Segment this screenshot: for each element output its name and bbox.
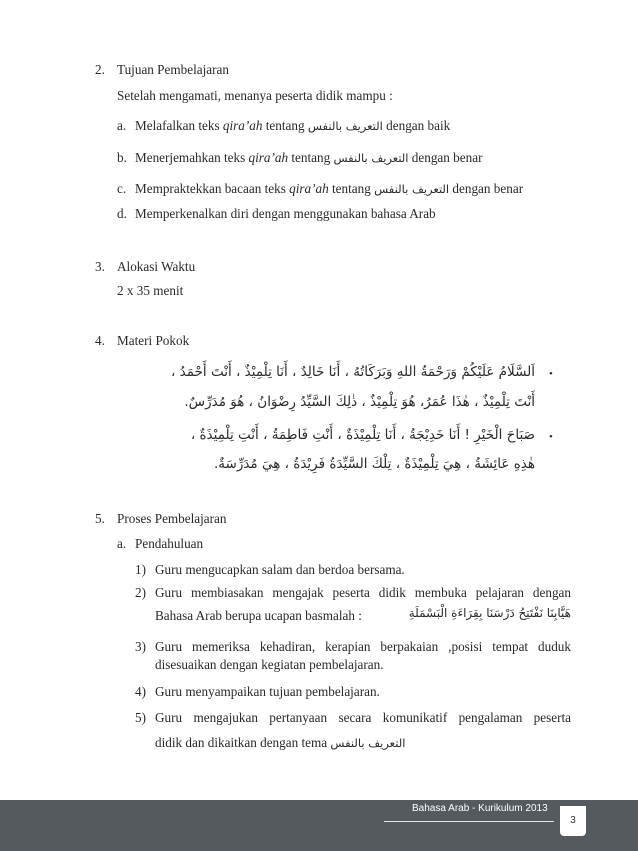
page-number: 3 [560, 806, 586, 836]
time-allocation-value: 2 x 35 menit [117, 283, 184, 298]
objective-item: Mempraktekkan bacaan teks qira’ah tentang التعريف بالنفس dengan benar [135, 181, 524, 196]
objective-letter: d. [117, 206, 127, 221]
objective-letter: c. [117, 181, 127, 196]
step-text: Guru memeriksa kehadiran, kerapian berpakaian ,posisi tempat duduk [155, 639, 571, 654]
subsection-letter: a. [117, 536, 127, 551]
arabic-material-line: هٰذِهِ عَائِشَةُ ، هِيَ تِلْمِيْذَةٌ ، تِلْكَ السَّيِّدَةُ فَرِيْدَةُ ، هِيَ مُدَرِّسَةٌ. [213, 456, 535, 472]
section-2-intro: Setelah mengamati, menanya peserta didik mampu : [117, 88, 393, 103]
section-3-number: 3. [95, 259, 105, 274]
step-text: Guru menyampaikan tujuan pembelajaran. [155, 684, 380, 699]
step-text: didik dan dikaitkan dengan tema التعريف بالنفس [155, 735, 406, 750]
footer-divider [384, 821, 554, 822]
arabic-material-line: اَلسَّلَامُ عَلَيْكُمْ وَرَحْمَةُ اللهِ وَبَرَكَاتُهُ ، أَنَا خَالِدٌ ، أَنَا تِلْمِيْذٌ ، أَنْتَ أَحْمَدُ ، [171, 364, 535, 380]
objective-item: Memperkenalkan diri dengan menggunakan bahasa Arab [135, 206, 436, 221]
step-number: 5) [135, 710, 146, 725]
step-text: disesuaikan dengan kegiatan pembelajaran. [155, 657, 384, 672]
step-text: Guru mengajukan pertanyaan secara komunikatif pengalaman peserta [155, 710, 571, 725]
bullet: • [549, 431, 553, 443]
step-text: Guru mengucapkan salam dan berdoa bersama. [155, 562, 405, 577]
arabic-material-line: صَبَاحَ الْخَيْرِ ! أَنَا خَدِيْجَةُ ، أَنَا تِلْمِيْذَةٌ ، أَنْتِ فَاطِمَةُ ، أَنْتِ تِلْمِيْذَةٌ ، [190, 427, 535, 443]
section-4-number: 4. [95, 333, 105, 348]
section-2-number: 2. [95, 62, 105, 77]
objective-letter: b. [117, 150, 127, 165]
footer-title: Bahasa Arab - Kurikulum 2013 [412, 803, 548, 814]
section-3-title: Alokasi Waktu [117, 259, 196, 274]
section-4-title: Materi Pokok [117, 333, 190, 348]
step-number: 3) [135, 639, 146, 654]
step-number: 2) [135, 585, 146, 600]
step-number: 1) [135, 562, 146, 577]
step-text: Guru membiasakan mengajak peserta didik membuka pelajaran dengan [155, 585, 571, 600]
arabic-material-line: أَنْتَ تِلْمِيْذٌ ، هٰذَا عُمَرُ، هُوَ تِلْمِيْذٌ ، ذٰلِكَ السَّيِّدُ رِضْوَانُ ، هُوَ مُدَرِّسٌ. [184, 394, 535, 410]
subsection-title: Pendahuluan [135, 536, 204, 551]
section-2-title: Tujuan Pembelajaran [117, 62, 229, 77]
step-number: 4) [135, 684, 146, 699]
basmalah-arabic: هَيَّابِنَا نَفْتَتِحُ دَرْسَنَا بِقِرَاءَةِ الْبَسْمَلَةِ [408, 606, 571, 620]
section-5-title: Proses Pembelajaran [117, 511, 227, 526]
objective-item: Menerjemahkan teks qira’ah tentang التعريف بالنفس dengan benar [135, 150, 483, 165]
bullet: • [549, 368, 553, 380]
step-text: Bahasa Arab berupa ucapan basmalah : [155, 608, 362, 623]
section-5-number: 5. [95, 511, 105, 526]
objective-item: Melafalkan teks qira’ah tentang التعريف بالنفس dengan baik [135, 118, 451, 133]
objective-letter: a. [117, 118, 127, 133]
